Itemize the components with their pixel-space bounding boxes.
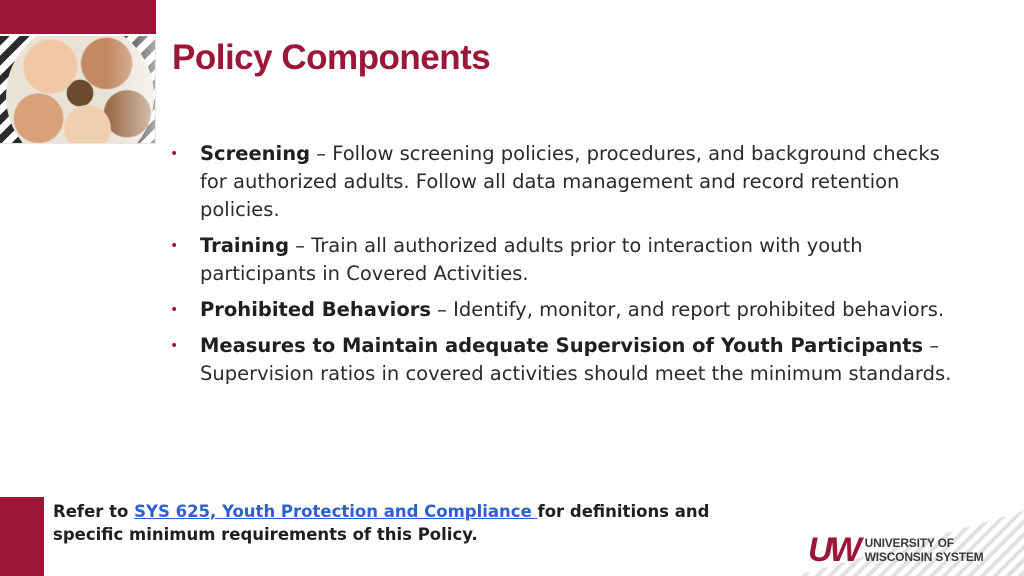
list-item: • Training – Train all authorized adults prior to interaction with youth participants in Covered Activities.: [170, 234, 863, 285]
bullet-icon: •: [170, 302, 179, 318]
logo-line-2: WISCONSIN SYSTEM: [864, 550, 984, 564]
bullet-term: Screening: [200, 142, 311, 165]
list-item: • Measures to Maintain adequate Supervision of Youth Participants – Supervision ratios in covered activities should meet the minimum standards.: [170, 334, 952, 385]
uw-system-logo: [808, 530, 983, 570]
bullet-description: Supervision ratios in covered activities should meet the minimum standards.: [200, 362, 952, 385]
bullet-icon: •: [170, 238, 179, 254]
bullet-term: Training: [200, 234, 290, 257]
bullet-list: [170, 140, 970, 396]
bullet-description: Follow screening policies, procedures, and background checks for authorized adults. Follow all data management and record retention policies.: [200, 142, 940, 221]
policy-link[interactable]: SYS 625, Youth Protection and Compliance: [134, 502, 538, 521]
footer-note: Refer to SYS 625, Youth Protection and Compliance for definitions and specific minimum requirements of this Policy.: [53, 502, 710, 544]
bullet-term: Measures to Maintain adequate Supervision of Youth Participants: [200, 334, 924, 357]
accent-bar: [0, 0, 156, 34]
list-item: • Prohibited Behaviors – Identify, monitor, and report prohibited behaviors.: [170, 296, 970, 324]
uw-logo-mark: UW: [808, 531, 859, 569]
bullet-term: Prohibited Behaviors: [200, 298, 431, 321]
bullet-icon: •: [170, 146, 179, 162]
footer-accent: [0, 497, 44, 576]
bullet-icon: •: [170, 338, 179, 354]
list-item: • Screening – Follow screening policies, procedures, and background checks for authorized adults. Follow all data management and record retention policies.: [170, 142, 940, 221]
children-photo: [0, 36, 156, 144]
logo-line-1: UNIVERSITY OF: [864, 536, 954, 550]
bullet-description: Train all authorized adults prior to interaction with youth participants in Covered Activities.: [200, 234, 863, 285]
bullet-description: Identify, monitor, and report prohibited behaviors.: [453, 298, 945, 321]
page-title: Policy Components: [172, 38, 491, 77]
